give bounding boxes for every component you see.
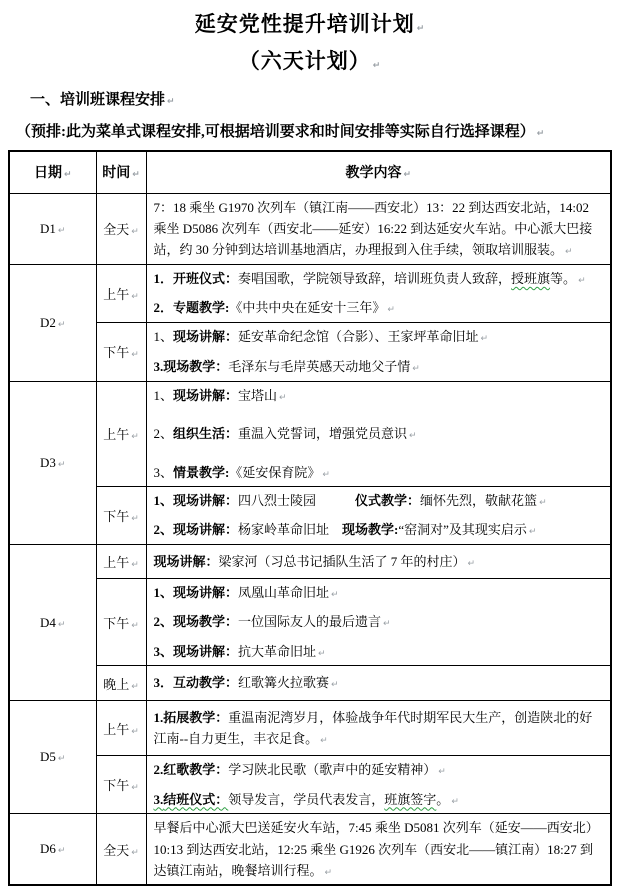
paragraph-mark: ↵	[131, 681, 139, 692]
bold-label: 现场讲解：	[153, 553, 219, 569]
header-time	[96, 151, 146, 193]
day-label: D6	[40, 841, 56, 857]
paragraph-mark: ↵	[536, 129, 545, 139]
time-label: 全天	[103, 842, 130, 858]
text-segment: 梁家河（习总书记插队生活了 7 年的村庄）	[218, 553, 466, 569]
paragraph-mark: ↵	[372, 61, 382, 71]
text-segment: 3、	[153, 464, 174, 480]
content-cell-d4-am	[146, 544, 611, 578]
section-heading-text: 一、培训班课程安排	[30, 92, 166, 108]
text-segment: “窑洞对”及其现实启示	[398, 522, 527, 538]
paragraph-mark: ↵	[57, 754, 66, 765]
content-line	[154, 462, 603, 483]
day-label: D1	[40, 220, 56, 236]
text-segment: 1、	[153, 387, 174, 403]
day-label: D3	[40, 454, 56, 470]
spellcheck-text: 结班仪式：	[163, 791, 229, 807]
content-line	[154, 611, 603, 632]
time-cell-d4-eve	[96, 666, 146, 701]
paragraph-mark: ↵	[383, 619, 391, 630]
doc-subtitle-text: （六天计划）	[238, 49, 371, 73]
table-row-d1	[9, 193, 611, 264]
content-line	[154, 672, 603, 693]
time-cell-d5-pm	[96, 756, 146, 814]
doc-title	[8, 8, 612, 38]
text-segment: 毛泽东与毛岸英感天动地父子情	[228, 358, 411, 374]
day-cell-d3	[9, 381, 96, 544]
paragraph-mark: ↵	[318, 648, 326, 659]
paragraph-mark: ↵	[451, 796, 459, 807]
paragraph-mark: ↵	[565, 247, 573, 258]
text-segment: 重温入党誓词，增强党员意识	[238, 426, 408, 442]
doc-title-text: 延安党性提升培训计划	[194, 12, 415, 36]
text-segment: 《延安保育院》	[229, 464, 321, 480]
time-label: 下午	[103, 778, 130, 794]
paragraph-mark: ↵	[57, 846, 66, 857]
paragraph-mark: ↵	[131, 847, 139, 858]
content-cell-d1	[146, 193, 611, 264]
paragraph-mark: ↵	[387, 305, 395, 316]
content-cell-d3-pm	[146, 487, 611, 545]
spellcheck-text: 授班旗	[511, 270, 551, 286]
time-label: 上午	[103, 554, 130, 570]
paragraph-mark: ↵	[409, 431, 417, 442]
header-content-text: 教学内容	[345, 166, 402, 182]
bold-label: 现场讲解：	[173, 387, 239, 403]
paragraph-mark: ↵	[167, 97, 175, 107]
content-cell-d4-pm	[146, 578, 611, 665]
bold-label: 情景教学:	[173, 464, 230, 480]
text-segment: 等。	[550, 270, 577, 286]
day-cell-d2	[9, 264, 96, 381]
time-cell-d5-am	[96, 701, 146, 756]
time-cell-d3-am	[96, 381, 146, 486]
content-line	[154, 268, 603, 289]
paragraph-mark: ↵	[331, 589, 339, 600]
bold-label: 现场教学：	[163, 358, 229, 374]
bold-label: 1、现场讲解：	[153, 493, 239, 508]
text-segment: 一位国际友人的最后遗言	[238, 614, 382, 630]
text-segment: 抗大革命旧址	[238, 643, 317, 659]
doc-subtitle	[8, 45, 612, 75]
paragraph-mark: ↵	[467, 558, 476, 569]
text-segment: 学习陕北民歌（歌声中的延安精神）	[228, 762, 437, 778]
schedule-table	[8, 150, 612, 886]
table-row-d4-pm	[9, 578, 611, 665]
bold-label: 1．开班仪式：	[153, 270, 239, 286]
time-cell-d4-pm	[96, 578, 146, 665]
bold-label: 3.	[153, 358, 164, 374]
table-row-d4-am	[9, 544, 611, 578]
content-cell-d2-pm	[146, 322, 611, 381]
content-line	[154, 707, 603, 750]
table-row-d5-pm	[9, 756, 611, 814]
content-cell-d6	[146, 814, 611, 886]
day-cell-d1	[9, 193, 96, 264]
note-line	[16, 120, 612, 141]
paragraph-mark: ↵	[279, 392, 287, 403]
text-segment: 。	[436, 791, 450, 807]
header-date	[9, 151, 96, 193]
section-heading	[30, 88, 612, 109]
bold-label: 现场教学:	[342, 522, 399, 538]
paragraph-mark: ↵	[57, 619, 66, 630]
paragraph-mark: ↵	[57, 459, 66, 470]
content-line	[154, 490, 603, 511]
paragraph-mark: ↵	[132, 170, 140, 181]
text-segment: 领导发言，学员代表发言，	[228, 791, 385, 807]
paragraph-mark: ↵	[131, 291, 139, 302]
time-label: 下午	[103, 345, 130, 361]
content-line	[154, 326, 603, 347]
paragraph-mark: ↵	[412, 363, 420, 374]
bold-label: 3、现场讲解：	[153, 643, 239, 659]
table-row-d3-pm	[9, 487, 611, 545]
bold-label: 仪式教学：	[355, 493, 421, 508]
content-line	[154, 817, 603, 881]
text-segment: 缅怀先烈，敬献花篮	[420, 493, 538, 508]
day-label: D2	[40, 314, 56, 330]
paragraph-mark: ↵	[320, 736, 328, 747]
content-cell-d3-am	[146, 381, 611, 486]
paragraph-mark: ↵	[131, 726, 139, 737]
text-segment: 奏唱国歌，学院领导致辞，培训班负责人致辞，	[238, 270, 512, 286]
content-line	[154, 789, 603, 810]
time-cell-d3-pm	[96, 487, 146, 545]
paragraph-mark: ↵	[131, 432, 139, 443]
paragraph-mark: ↵	[403, 170, 412, 181]
content-line	[154, 385, 603, 406]
content-line	[154, 641, 603, 662]
text-segment: 7：18 乘坐 G1970 次列车（镇江南——西安北）13：22 到达西安北站，14:02 乘坐 D5086 次列车（西安北——延安）16:22 到达延安火车站。中心派大巴接站，约 30 分钟到达培训基地酒店，办理报到入住手续，领取培训服装。	[153, 199, 593, 258]
time-label: 全天	[103, 222, 130, 238]
content-line	[154, 356, 603, 377]
text-segment: 1、	[153, 329, 174, 345]
text-segment: 凤凰山革命旧址	[238, 584, 330, 600]
paragraph-mark: ↵	[131, 559, 139, 570]
table-row-d2-am	[9, 264, 611, 322]
day-cell-d5	[9, 701, 96, 814]
text-segment: 杨家岭革命旧址	[238, 522, 343, 538]
time-label: 晚上	[103, 676, 130, 692]
table-row-d2-pm	[9, 322, 611, 381]
header-date-text: 日期	[33, 166, 62, 182]
bold-label: 1、现场讲解：	[153, 584, 239, 600]
time-label: 上午	[103, 427, 130, 443]
time-cell-d2-pm	[96, 322, 146, 381]
table-row-d6	[9, 814, 611, 886]
day-cell-d6	[9, 814, 96, 886]
paragraph-mark: ↵	[57, 225, 66, 236]
paragraph-mark: ↵	[438, 767, 446, 778]
spellcheck-text: 3.	[153, 791, 164, 807]
paragraph-mark: ↵	[528, 527, 537, 538]
text-segment: 四八烈士陵园	[238, 493, 356, 508]
content-line	[154, 582, 603, 603]
time-cell-d1-allday	[96, 193, 146, 264]
content-cell-d2-am	[146, 264, 611, 322]
bold-label: 3．互动教学：	[153, 675, 239, 691]
time-label: 上午	[103, 721, 130, 737]
day-cell-d4	[9, 544, 96, 700]
paragraph-mark: ↵	[63, 170, 72, 181]
paragraph-mark: ↵	[131, 350, 139, 361]
content-cell-d5-pm	[146, 756, 611, 814]
table-header-row	[9, 151, 611, 193]
content-cell-d5-am	[146, 701, 611, 756]
text-segment: 延安革命纪念馆（合影）、王家坪革命旧址	[238, 329, 479, 345]
paragraph-mark: ↵	[480, 334, 489, 345]
time-cell-d2-am	[96, 264, 146, 322]
header-time-text: 时间	[102, 166, 131, 182]
paragraph-mark: ↵	[539, 498, 547, 508]
paragraph-mark: ↵	[578, 275, 586, 286]
content-line	[154, 197, 603, 261]
content-line	[154, 551, 603, 572]
bold-label: 现场讲解：	[173, 329, 239, 345]
bold-label: 2．专题教学:	[153, 300, 230, 316]
note-text: （预排:此为菜单式课程安排,可根据培训要求和时间安排等实际自行选择课程）	[16, 124, 535, 140]
paragraph-mark: ↵	[322, 469, 330, 480]
bold-label: 2、现场讲解：	[153, 522, 239, 538]
text-segment: 早餐后中心派大巴送延安火车站，7:45 乘坐 D5081 次列车（延安——西安北）10:13 到达西安北站，12:25 乘坐 G1926 次列车（西安北——镇江南）18:27 到达镇江南站，晚餐培训行程。	[153, 820, 599, 878]
text-segment: 重温南泥湾岁月，体验战争年代时期军民大生产，创造陕北的好江南--自力更生，丰衣足食。	[153, 709, 593, 747]
table-row-d4-eve	[9, 666, 611, 701]
time-label: 上午	[103, 286, 130, 302]
content-line	[154, 423, 603, 444]
paragraph-mark: ↵	[57, 319, 66, 330]
text-segment: 宝塔山	[238, 387, 278, 403]
time-label: 下午	[103, 615, 130, 631]
header-content	[146, 151, 611, 193]
paragraph-mark: ↵	[131, 513, 139, 524]
text-segment: 《中共中央在延安十三年》	[229, 300, 386, 316]
time-label: 下午	[103, 508, 130, 524]
bold-label: 1.拓展教学：	[153, 709, 229, 725]
spellcheck-text: 班旗签字	[384, 791, 437, 807]
paragraph-mark: ↵	[416, 24, 426, 34]
content-cell-d4-eve	[146, 666, 611, 701]
time-cell-d4-am	[96, 544, 146, 578]
content-line	[154, 519, 603, 540]
time-cell-d6-allday	[96, 814, 146, 886]
content-line	[154, 759, 603, 780]
content-line	[154, 297, 603, 318]
table-row-d5-am	[9, 701, 611, 756]
paragraph-mark: ↵	[131, 783, 139, 794]
paragraph-mark: ↵	[131, 227, 139, 238]
bold-label: 2.红歌教学：	[153, 762, 229, 778]
paragraph-mark: ↵	[331, 680, 339, 691]
day-label: D4	[40, 614, 56, 630]
text-segment: 2、	[153, 426, 174, 442]
bold-label: 2、现场教学：	[153, 614, 239, 630]
bold-label: 组织生活：	[173, 426, 239, 442]
day-label: D5	[40, 749, 56, 765]
paragraph-mark: ↵	[131, 620, 139, 631]
table-row-d3-am	[9, 381, 611, 486]
paragraph-mark: ↵	[324, 867, 333, 878]
text-segment: 红歌篝火拉歌赛	[238, 675, 330, 691]
